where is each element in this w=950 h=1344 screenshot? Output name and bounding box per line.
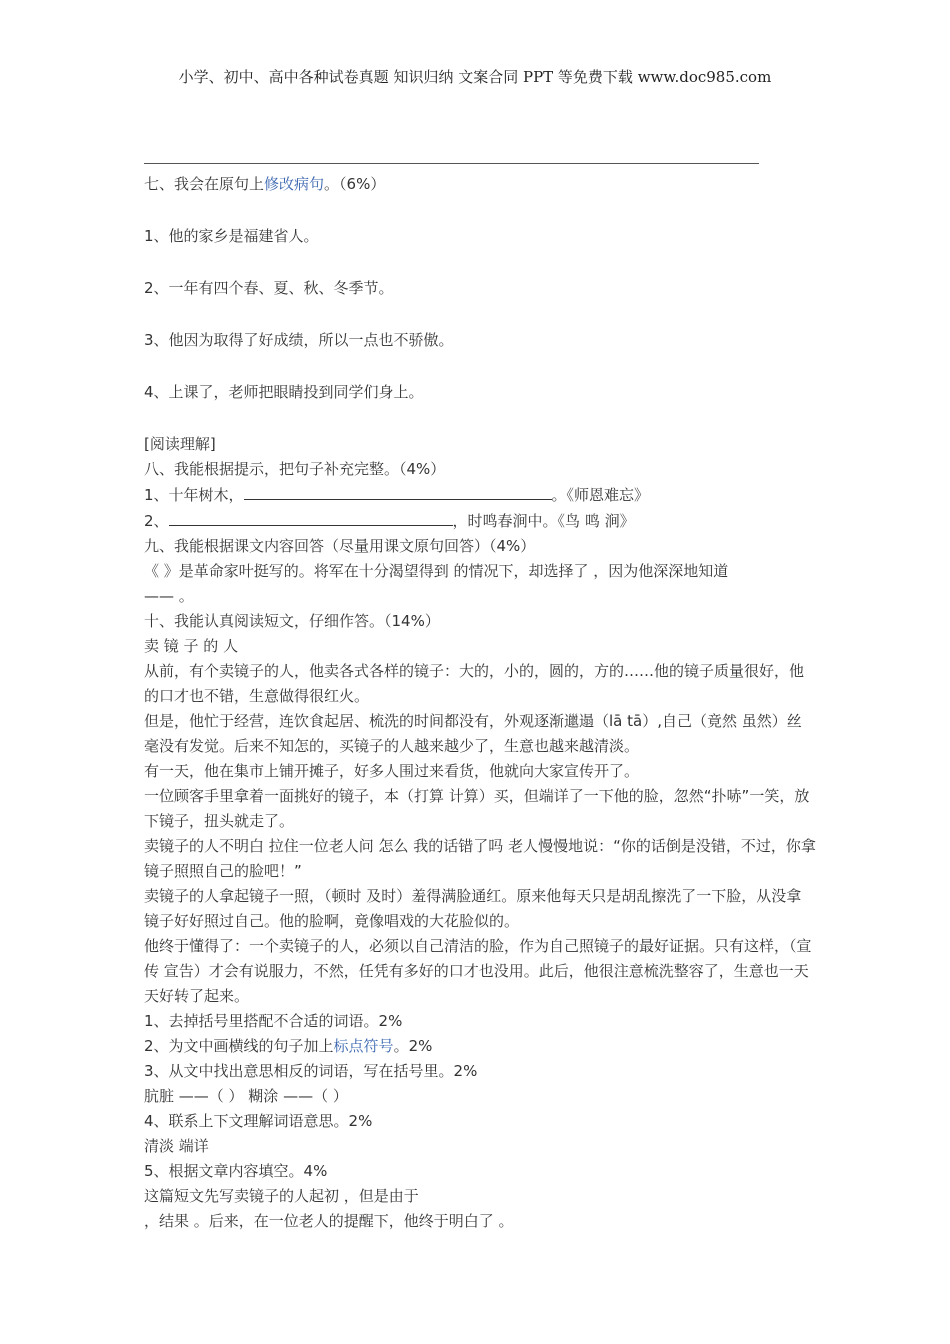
story-paragraph-2: 但是，他忙于经营，连饮食起居、梳洗的时间都没有，外观逐渐邋遢（lā tā）,自己（竟然 虽然）丝毫没有发觉。后来不知怎的，买镜子的人越来越少了，生意也越来越清淡。 [144, 712, 802, 755]
section-7-item-2: 2、一年有四个春、夏、秋、冬季节。 [144, 279, 394, 297]
story-paragraph-6: 卖镜子的人拿起镜子一照，（顿时 及时）羞得满脸通红。原来他每天只是胡乱擦洗了一下脸，从没拿镜子好好照过自己。他的脸啊，竟像唱戏的大花脸似的。 [144, 887, 802, 930]
punctuation-link[interactable]: 标点符号 [333, 1037, 394, 1055]
section-9-title: 九、我能根据课文内容回答（尽量用课文原句回答）（4%） [144, 537, 536, 555]
section-7-title: 七、我会在原句上修改病句。（6%） [144, 175, 386, 193]
section-9-line-2: —— 。 [144, 587, 194, 605]
question-2: 2、为文中画横线的句子加上标点符号。2% [144, 1037, 433, 1055]
story-title: 卖 镜 子 的 人 [144, 637, 239, 655]
exam-content [144, 172, 816, 1234]
story-paragraph-1: 从前，有个卖镜子的人，他卖各式各样的镜子：大的，小的，圆的，方的……他的镜子质量很好，他的口才也不错，生意做得很红火。 [144, 662, 805, 705]
question-3-answer-line: 肮脏 ——（ ） 糊涂 ——（ ） [144, 1087, 348, 1105]
question-3: 3、从文中找出意思相反的词语，写在括号里。2% [144, 1062, 478, 1080]
fix-sentence-link[interactable]: 修改病句 [264, 175, 325, 193]
section-8-line-2: 2、 ，时鸣春涧中。《鸟 鸣 涧》 [144, 508, 816, 534]
section-7-item-3: 3、他因为取得了好成绩，所以一点也不骄傲。 [144, 331, 454, 349]
question-5-line-2: ，结果 。后来，在一位老人的提醒下，他终于明白了 。 [144, 1212, 514, 1230]
story-paragraph-7: 他终于懂得了：一个卖镜子的人，必须以自己清洁的脸，作为自己照镜子的最好证据。只有这样，（宣传 宣告）才会有说服力，不然，任凭有多好的口才也没用。此后，他很注意梳洗整容了，生意也一天天好转了起来。 [144, 937, 812, 1005]
blank-line [244, 482, 552, 500]
section-8-line-1: 1、十年树木， 。《师恩难忘》 [144, 482, 816, 508]
section-7-item-4: 4、上课了，老师把眼睛投到同学们身上。 [144, 383, 424, 401]
section-10-title: 十、我能认真阅读短文，仔细作答。（14%） [144, 612, 440, 630]
question-5-line-1: 这篇短文先写卖镜子的人起初 ，但是由于 [144, 1187, 419, 1205]
question-4-answer-line: 清淡 端详 [144, 1137, 209, 1155]
story-paragraph-3: 有一天，他在集市上铺开摊子，好多人围过来看货，他就向大家宣传开了。 [144, 762, 640, 780]
question-5: 5、根据文章内容填空。4% [144, 1162, 328, 1180]
section-8-title: 八、我能根据提示，把句子补充完整。（4%） [144, 460, 446, 478]
question-4: 4、联系上下文理解词语意思。2% [144, 1112, 373, 1130]
question-1: 1、去掉括号里搭配不合适的词语。2% [144, 1012, 403, 1030]
section-7-item-1: 1、他的家乡是福建省人。 [144, 227, 319, 245]
reading-label: [阅读理解] [144, 435, 216, 453]
section-9-line-1: 《 》是革命家叶挺写的。将军在十分渴望得到 的情况下，却选择了 ，因为他深深地知道 [144, 562, 729, 580]
page-header: 小学、初中、高中各种试卷真题 知识归纳 文案合同 PPT 等免费下载 www.doc985.com [178, 68, 772, 86]
story-paragraph-5: 卖镜子的人不明白 拉住一位老人问 怎么 我的话错了吗 老人慢慢地说：“你的话倒是没错，不过，你拿镜子照照自己的脸吧！” [144, 837, 816, 880]
blank-line [169, 508, 453, 526]
story-paragraph-4: 一位顾客手里拿着一面挑好的镜子，本（打算 计算）买，但端详了一下他的脸，忽然“扑哧”一笑，放下镜子，扭头就走了。 [144, 787, 810, 830]
answer-line-divider [144, 163, 759, 164]
